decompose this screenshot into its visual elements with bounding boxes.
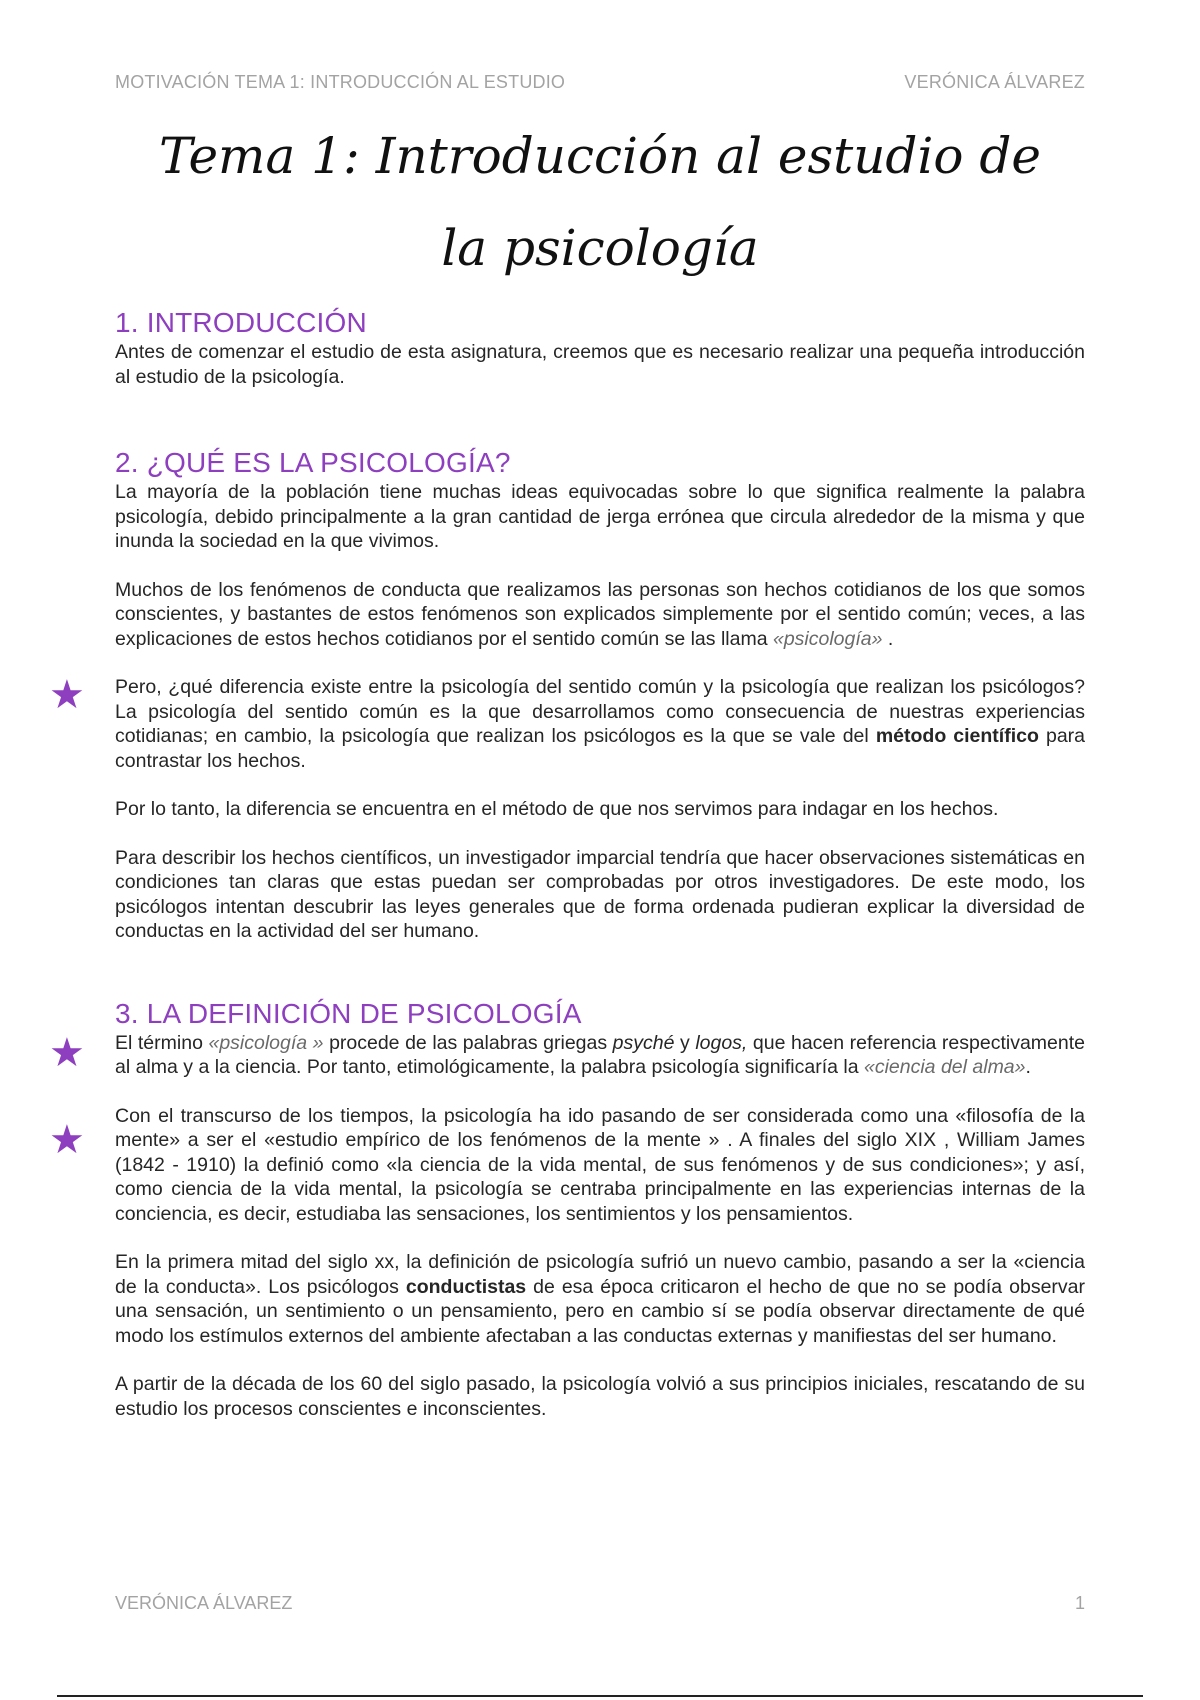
document-title [115, 110, 1085, 294]
paragraph: Para describir los hechos científicos, un investigador imparcial tendría que hacer observaciones sistemáticas en condiciones tan claras que estas puedan ser comprobadas por otros investigadores. De este modo, los psicólogos intentan descubrir las leyes generales que de forma ordenada pudieran explicar la diversidad de conductas en la actividad del ser humano. [115, 846, 1085, 942]
header-course-title: MOTIVACIÓN TEMA 1: INTRODUCCIÓN AL ESTUDIO [115, 72, 566, 92]
text-span: procede de las palabras griegas [323, 1031, 613, 1054]
text-span: Muchos de los fenómenos de conducta que realizamos las personas son hechos cotidianos de los que somos conscientes, y bastantes de estos fenómenos son explicados simplemente por el sentido común; veces, a las explicaciones de estos hechos cotidianos por el sentido común se las llama [115, 578, 1085, 650]
emphasis-span: psyché [612, 1031, 675, 1054]
page-number: 1 [1074, 1593, 1085, 1613]
paragraph: Antes de comenzar el estudio de esta asignatura, creemos que es necesario realizar una pequeña introducción al estudio de la psicología. [115, 341, 1085, 388]
emphasis-span: «psicología» [772, 627, 883, 650]
starred-paragraph [49, 1104, 1085, 1227]
page-bottom-divider [57, 1695, 1143, 1697]
bold-span: conductistas [405, 1275, 527, 1298]
section-que-es-la-psicologia [49, 446, 1086, 944]
text-span: de esa época criticaron el hecho de que no se podía observar una sensación, un sentimiento o un pensamiento, pero en cambio sí se podía observar directamente de qué modo los estímulos externos del ambiente afectaban a las conductas externas y manifiestas del ser humano. [115, 1275, 1085, 1347]
text-span: . [1025, 1056, 1031, 1078]
text-span: para contrastar los hechos. [115, 725, 1086, 772]
text-span: En la primera mitad del siglo xx, la definición de psicología sufrió un nuevo cambio, pasando a ser la «ciencia de la conducta». Los psicólogos [115, 1251, 1085, 1298]
paragraph [115, 1250, 1085, 1348]
paragraph: Con el transcurso de los tiempos, la psicología ha ido pasando de ser considerada como una «filosofía de la mente» a ser el «estudio empírico de los fenómenos de la mente » . A finales del siglo XIX , William James (1842 - 1910) la definió como «la ciencia de la vida mental, de sus fenómenos y de sus condiciones»; y así, como ciencia de la vida mental, la psicología se centraba principalmente en las experiencias internas de la conciencia, es decir, estudiaba las sensaciones, los sentimientos y los pensamientos. [115, 1104, 1085, 1225]
page-header [115, 72, 1085, 93]
paragraph [115, 675, 1085, 773]
paragraph: Por lo tanto, la diferencia se encuentra en el método de que nos servimos para indagar en los hechos. [115, 798, 999, 820]
section-heading: 1. INTRODUCCIÓN [115, 307, 367, 338]
star-icon: ★ [49, 1116, 85, 1163]
starred-paragraph [49, 1029, 1085, 1080]
paragraph [115, 578, 1085, 652]
bold-span: método científico [875, 725, 1039, 747]
emphasis-span: «ciencia del alma» [863, 1056, 1026, 1078]
paragraph: A partir de la década de los 60 del siglo pasado, la psicología volvió a sus principios iniciales, rescatando de su estudio los procesos conscientes e inconscientes. [115, 1373, 1085, 1420]
section-definicion-de-psicologia [49, 997, 1085, 1422]
star-icon: ★ [49, 1029, 85, 1076]
star-icon: ★ [49, 672, 85, 718]
footer-author: VERÓNICA ÁLVAREZ [115, 1593, 293, 1613]
section-introduccion [115, 306, 1085, 389]
text-span: . [882, 627, 894, 650]
title-line-1: Tema 1: Introducción al estudio de [158, 127, 1041, 185]
paragraph: La mayoría de la población tiene muchas ideas equivocadas sobre lo que significa realmente la palabra psicología, debido principalmente a la gran cantidad de jerga errónea que circula alrededor de la misma y que inunda la sociedad en la que vivimos. [115, 481, 1085, 552]
page-footer [115, 1593, 1085, 1614]
emphasis-span: «psicología » [208, 1031, 324, 1054]
paragraph [115, 1031, 1085, 1080]
title-line-2: la psicología [441, 219, 759, 277]
document-body [49, 306, 1086, 1421]
text-span: que hacen referencia respectivamente al alma y a la ciencia. Por tanto, etimológicamente, la palabra psicología significaría la [115, 1031, 1085, 1078]
section-heading: 3. LA DEFINICIÓN DE PSICOLOGÍA [115, 997, 582, 1029]
text-span: El término [115, 1031, 209, 1054]
emphasis-span: logos, [695, 1031, 748, 1054]
header-author: VERÓNICA ÁLVAREZ [904, 72, 1085, 92]
starred-paragraph [49, 672, 1086, 822]
text-span: Pero, ¿qué diferencia existe entre la psicología del sentido común y la psicología que realizan los psicólogos? La psicología del sentido común es la que desarrollamos como consecuencia de nuestras experiencias cotidianas; en cambio, la psicología que realizan los psicólogos es la que se vale del [115, 676, 1085, 747]
section-heading: 2. ¿QUÉ ES LA PSICOLOGÍA? [115, 447, 511, 478]
text-span: y [674, 1031, 696, 1054]
